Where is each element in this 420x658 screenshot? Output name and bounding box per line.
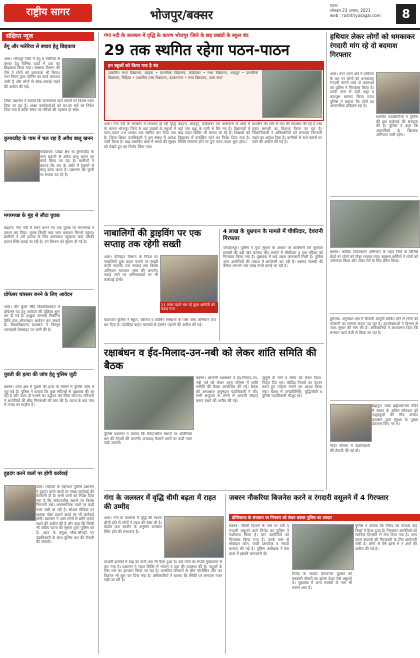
left-story-1-more: जिला प्रशासन ने बताया कि जलजमाव वाले स्थानों पर विशेष ध्यान दिया जा रहा है। आशा कार्यकर्ताओं को घर-घर सर्वे का निर्देश दिया गया है ताकि समय पर मरीजों की पहचान हो सके। bbox=[4, 99, 94, 113]
column-rule-1 bbox=[98, 32, 99, 654]
right-lead-photo bbox=[376, 72, 420, 114]
school-list-title: इन स्कूलों को किया गया है बंद bbox=[105, 62, 323, 70]
left-story-4-photo bbox=[62, 306, 96, 348]
masthead-meta bbox=[330, 3, 381, 18]
police-photo bbox=[160, 255, 218, 303]
smoking-headline: 4 लाख के धुम्रपान के मामले में चौकीदार, देवरानी गिरफ्तार bbox=[223, 229, 323, 242]
left-headline-3: मगरमच्छ के मुंह से लौटा युवक bbox=[4, 213, 60, 219]
page-number: 8 bbox=[396, 4, 416, 24]
police-photo-caption: 21 साल पहले चल रहे कुछ आरोपी को पकड़ गया bbox=[160, 302, 218, 313]
lead-kicker: गंगा नदी के जलस्तर में वृद्धि के कारण भोजपुर जिले के छह प्रखंडों के स्कूल बंद bbox=[104, 33, 249, 39]
driving-headline: नाबालिगों की ड्राइविंग पर एक सप्ताह तक रहेगी सख्ती bbox=[104, 229, 202, 250]
center-divider-1 bbox=[104, 225, 324, 226]
left-headline-1: डेंगू और मलेरिया से बचाव हेतु छिड़काव bbox=[4, 44, 76, 50]
right-lead-headline: हथियार लेकर लोगों को धमकाकर रंगदारी मांग रहे दो बदमाश गिरफ्तार bbox=[330, 33, 415, 59]
ganga-text-2: तटवर्ती इलाकों में बाढ़ का पानी अब भी फैला हुआ है। कई गांवों का संपर्क मुख्यालय से कट गया है। प्रशासन ने राहत शिविर में भोजन व दवा की व्यवस्था की है। पशुओं के लिए चारे का इंतजाम किया जा रहा है। प्रभावित परिवारों के बीच पॉलीथिन शीट का वितरण भी शुरू कर दिया गया है। अधिकारियों ने बताया कि स्थिति पर लगातार नजर रखी जा रही है। bbox=[104, 560, 222, 583]
school-list-text: उत्क्रमित मध्य विद्यालय, बड़हरा • प्राथमिक विद्यालय, कोईलवर • मध्य विद्यालय, शाहपुर • प्राथमिक विद्यालय, बिहिया • उत्क्रमित उच्च विद्यालय, उदवंतनगर • मध्य विद्यालय, आरा सदर bbox=[108, 71, 258, 80]
arrest-photo bbox=[292, 524, 354, 570]
website-label: web : rashtriyasagar.com bbox=[330, 13, 381, 18]
peace-text-3: पुलिस प्रशासन ने बताया कि संवेदनशील स्थानों पर अतिरिक्त बल की तैनाती की जाएगी। अफवाह फैलाने वालों पर कड़ी नजर रखी जाएगी। bbox=[104, 432, 192, 446]
left-divider-2 bbox=[4, 210, 94, 211]
right-divider-2 bbox=[330, 313, 418, 314]
brief-news-label: संक्षिप्त न्यूज bbox=[2, 32, 94, 41]
right-lead-text-1: आरा। नगर थाना क्षेत्र में हथियार के बल पर लोगों को धमकाकर रंगदारी मांगने वाले दो बदमाशों को पुलिस ने गिरफ्तार किया है। उनके पास से देशी कट्टा व कारतूस बरामद किया गया। पुलिस ने बताया कि दोनों का आपराधिक इतिहास रहा है। bbox=[330, 72, 374, 109]
date-label: सोमवार 23 अगस्त, 2021 bbox=[330, 8, 371, 13]
right-story-2-text: बक्सर। कोविड टीकाकरण अभियान के तहत जिले के विभिन्न केंद्रों पर लोगों को टीका लगाया गया। स्वास्थ्य कर्मियों ने लोगों को जागरूक किया और टीका लेने के लिए प्रेरित किया। bbox=[330, 250, 418, 264]
ganga-headline: गंगा के जलस्तर में वृद्धि धीमी बढ़ता में राहत की उम्मीद bbox=[104, 494, 216, 511]
ganga-text-1: आरा। गंगा के जलस्तर में वृद्धि की रफ्तार धीमी होने से लोगों ने राहत की सांस ली है। केंद्रीय जल आयोग के अनुसार जलस्तर स्थिर होने की संभावना है। bbox=[104, 516, 162, 534]
left-headline-4: प्रोफेसर चांसलर बनने के लिए आवेदन bbox=[4, 292, 73, 298]
driving-text-more: यातायात पुलिस ने स्कूल, कॉलेज व कोचिंग संस्थानों के पास जांच अभियान तेज कर दिया है। दोपहिया वाहन चालकों से हेलमेट पहनने की अपील की गई। bbox=[104, 318, 216, 327]
lead-text-col-2: बड़हरा, शाहपुर, कोईलवर एवं आसपास के क्षेत्रों में कई गांव बाढ़ के पानी से घिर गए हैं। विद्यालयों में बाढ़ राहत शिविर भी चलाए जा रहे हैं। शिक्षकों को विद्यालय में उपस्थित रहने का निर्देश दिया गया है। स्थिति सामान्य होने पर पुनः पठन-पाठन शुरू होगा। bbox=[178, 122, 250, 145]
right-photo-3 bbox=[330, 404, 372, 442]
arrest-text-3: पुलिस ने बताया कि गिरोह का नेटवर्क कई जिलों में फैला हुआ है। गिरफ्तार आरोपियों को न्यायिक हिरासत में भेज दिया गया है। अन्य फरार सदस्यों की गिरफ्तारी के लिए छापेमारी जारी है। लोगों से ऐसे झांसे में न आने की अपील की गई है। bbox=[355, 524, 417, 551]
arrest-headline: जबरन नौकरिया बिजनेस करने व रंगदारी वसूलने में 4 गिरफ्तार bbox=[229, 494, 389, 502]
right-divider-3 bbox=[330, 400, 418, 401]
right-divider-1 bbox=[330, 196, 418, 197]
right-story-4-text: ब्रह्मपुर। बाबा ब्रह्मेश्वरनाथ मंदिर में सावन के अंतिम सोमवार को श्रद्धालुओं की भीड़ उमड़ी। प्रशासन द्वारा सुरक्षा के पुख्ता इंतजाम किए गए थे। bbox=[372, 404, 418, 427]
peace-photo bbox=[104, 376, 194, 430]
left-headline-2: कुमारडीह के पास में चल रहा है अवैध बालू खनन bbox=[4, 136, 93, 142]
left-divider-1 bbox=[4, 133, 94, 134]
left-story-2-text: कोईलवर। प्रखंड क्षेत्र के कुमारडीह के पास धड़ल्ले से अवैध बालू खनन का कार्य किया जा रहा है। ग्रामीणों ने बताया कि रात के अंधेरे में ट्रैक्टरों से बालू ढोया जाता है। प्रशासन की चुप्पी पर सवाल उठ रहे हैं। bbox=[40, 150, 94, 177]
right-story-3-text: डुमरांव। अनुमंडल क्षेत्र में बिजली आपूर्ति बाधित होने से लोगों को परेशानी का सामना करना पड़ रहा है। उपभोक्ताओं ने विभाग से जल्द सुधार की मांग की है। अधिकारियों ने आश्वासन दिया कि मरम्मत कार्य तेजी से किया जा रहा है। bbox=[330, 317, 418, 335]
right-photo-2 bbox=[330, 200, 420, 248]
right-story-4-more: मंदिर परिसर में दंडाधिकारी की तैनाती की गई थी। bbox=[330, 444, 370, 453]
center-divider-2 bbox=[104, 343, 324, 344]
lead-text-col-1: आरा। गंगा नदी के जलस्तर में लगातार हो रही वृद्धि के कारण भोजपुर जिले के छह प्रखंडों के स्कूलों में पठन-पाठन 29 अगस्त तक स्थगित कर दिया गया है। जिला शिक्षा पदाधिकारी ने इस संबंध में आदेश जारी किया है। बाढ़ प्रभावित क्षेत्रों में बच्चों की सुरक्षा को देखते हुए यह निर्णय लिया गया। bbox=[104, 122, 176, 149]
left-story-2-photo bbox=[4, 150, 40, 182]
peace-text-2: जुलूस के मार्ग व समय को लेकर दिशा-निर्देश दिए गए। कोविड नियमों का पालन करते हुए त्योहार मनाने का आग्रह किया गया। बैठक में जनप्रतिनिधि, बुद्धिजीवी व पुलिस पदाधिकारी मौजूद रहे। bbox=[262, 376, 322, 399]
left-story-5-text: बक्सर। थाना क्षेत्र में युवती की हत्या के मामले में पुलिस जांच में जुट गई है। पुलिस ने बताया कि कुछ संदिग्धों से पूछताछ की जा रही है और जल्द ही मामले का उद्भेदन कर लिया जाएगा। परिजनों ने आरोपियों की शीघ्र गिरफ्तारी की मांग की है। घटना के बाद गांव में तनाव का माहौल है। bbox=[4, 385, 94, 408]
smoking-text: जगदीशपुर। पुलिस ने गुप्त सूचना के आधार पर छापेमारी कर धुम्रपान सामग्री की बड़ी खेप बरामद की। मामले में चौकीदार व एक महिला को गिरफ्तार किया गया है। पूछताछ में कई अहम जानकारी मिली है। पुलिस अन्य आरोपियों की तलाश में छापेमारी कर रही है। बरामद सामग्री की कीमत लगभग चार लाख रुपये बताई जा रही है। bbox=[223, 246, 323, 269]
center-divider-3 bbox=[104, 490, 324, 491]
ganga-photo bbox=[164, 516, 224, 558]
left-story-1-text: आरा। भोजपुर जिले में डेंगू व मलेरिया से बचाव हेतु विभिन्न वार्डों में दवा का छिड़काव किया गया। स्वास्थ्य विभाग की टीम ने लोगों को जागरूक भी किया। नगर निगम द्वारा फॉगिंग का कार्य लगातार जारी है और लोगों से साफ-सफाई रखने की अपील की गई। bbox=[4, 57, 60, 89]
left-divider-5 bbox=[4, 468, 94, 469]
arrest-text-2: गिरोह के सदस्य बेरोजगार युवकों को सरकारी नौकरी का झांसा देकर पैसे वसूलते थे। पूछताछ में अन्य सदस्यों के नाम भी सामने आए हैं। bbox=[292, 572, 352, 590]
left-story-3-text: बड़हरा। गंगा नदी में स्नान करने गए एक युवक पर मगरमच्छ ने हमला कर दिया। युवक किसी तरह जान बचाकर किनारे पहुंचा। ग्रामीणों ने उसे इलाज के लिए अस्पताल पहुंचाया जहां उसकी हालत स्थिर बताई जा रही है। वन विभाग को सूचना दी गई है। bbox=[4, 226, 94, 244]
arrest-red-strip: डीजिकाया के संचालन पर नियंत्रण को लेकर बक्सर पुलिस का दमदार bbox=[229, 514, 420, 521]
left-divider-3 bbox=[4, 289, 94, 290]
left-story-6-text: आरा। त्योहारों के मद्देनजर पुलिस प्रशासन ने हुड़दंग करने वालों पर सख्त कार्रवाई की चेतावनी दी है। सभी थानों को निर्देश दिया गया है कि संवेदनशील स्थानों पर विशेष निगरानी रखें। असामाजिक तत्वों पर कड़ी नजर रखी जा रही है। सोशल मीडिया पर भ्रामक पोस्ट डालने वालों पर भी कार्रवाई होगी। प्रशासन ने आम लोगों से शांति बनाए रखने की अपील की है और कहा कि किसी भी अप्रिय घटना की सूचना तुरंत पुलिस को दें। शहर के प्रमुख चौक-चौराहों पर दंडाधिकारी के साथ पुलिस बल की तैनाती की जाएगी। bbox=[36, 485, 94, 545]
column-rule-4 bbox=[326, 32, 327, 490]
left-headline-5: युवती की हत्या की जांच हेतु पुलिस जुटी bbox=[4, 372, 77, 378]
left-story-6-photo bbox=[4, 485, 36, 521]
left-story-1-photo bbox=[62, 58, 96, 98]
city-label: पटना bbox=[330, 3, 338, 8]
lead-photo bbox=[262, 70, 322, 118]
column-rule-2 bbox=[219, 229, 220, 341]
section-title: भोजपुर/बक्सर bbox=[150, 8, 213, 22]
masthead-rule bbox=[0, 28, 420, 30]
driving-text: आरा। परिवहन विभाग के निर्देश पर नाबालिगों द्वारा वाहन चलाने पर सख्ती बरती जाएगी। एक सप्ताह तक विशेष अभियान चलाकर जांच की जाएगी। पकड़े जाने पर अभिभावकों पर भी कार्रवाई होगी। bbox=[104, 255, 158, 282]
peace-headline: रक्षाबंधन व ईद-मिलाद-उन-नबी को लेकर शांति समिति की बैठक bbox=[104, 348, 317, 372]
left-headline-6: हुड़दंग करने वालों पर होगी कार्रवाई bbox=[4, 471, 68, 477]
masthead bbox=[0, 0, 420, 30]
right-lead-text-2: स्थानीय व्यवसायियों ने पुलिस की इस कार्रवाई की सराहना की है। पुलिस ने कहा कि अपराधियों के खिलाफ अभियान जारी रहेगा। bbox=[376, 115, 418, 138]
left-story-4-text: आरा। वीर कुंवर सिंह विश्वविद्यालय में प्रोफेसर पद हेतु आवेदन की प्रक्रिया शुरू कर दी गई है। इच्छुक अभ्यर्थी निर्धारित तिथि तक ऑनलाइन आवेदन कर सकते हैं। विश्वविद्यालय प्रशासन ने विस्तृत जानकारी वेबसाइट पर जारी की है। bbox=[4, 305, 60, 332]
lead-text-col-3: प्रशासन की ओर से नाव की व्यवस्था की गई है तथा राहत सामग्री का वितरण किया जा रहा है। जिलाधिकारी ने अधिकारियों को लगातार निगरानी रखने का आदेश दिया है। ग्रामीणों से ऊंचे स्थानों पर जाने की अपील की गई है। bbox=[252, 122, 322, 145]
lead-headline: 29 तक स्थगित रहेगा पठन-पाठन bbox=[104, 41, 290, 59]
arrest-text-1: बक्सर। नौकरी दिलाने के नाम पर ठगी व रंगदारी वसूलने वाले गिरोह का पुलिस ने पर्दाफाश किया है। चार आरोपियों को गिरफ्तार किया गया है। उनके पास से मोबाइल फोन, फर्जी दस्तावेज व नकदी बरामद की गई है। पुलिस अधीक्षक ने प्रेस वार्ता में इसकी जानकारी दी। bbox=[229, 524, 289, 556]
peace-text-1: बक्सर। आगामी रक्षाबंधन व ईद-मिलाद-उन-नबी पर्व को लेकर थाना परिसर में शांति समिति की बैठक आयोजित की गई। बैठक की अध्यक्षता अनुमंडल पदाधिकारी ने की। सभी समुदाय के लोगों से आपसी सौहार्द बनाए रखने की अपील की गई। bbox=[196, 376, 258, 403]
brand-logo: राष्ट्रीय सागर bbox=[4, 4, 92, 22]
left-divider-4 bbox=[4, 369, 94, 370]
column-rule-3 bbox=[225, 494, 226, 654]
